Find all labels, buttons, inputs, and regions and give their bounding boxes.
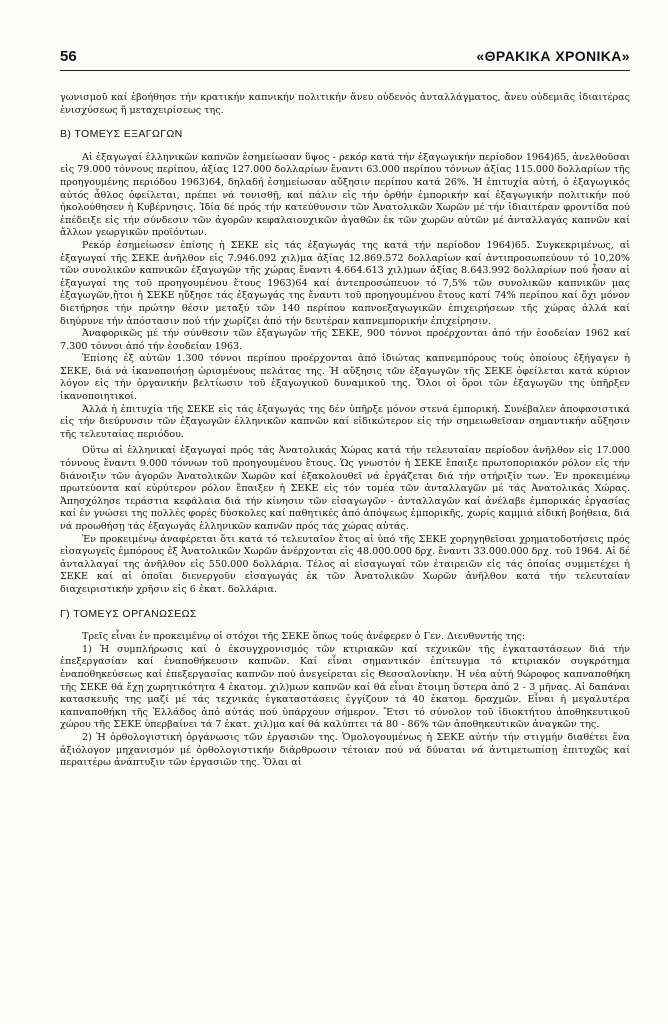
journal-title: «ΘΡΑΚΙΚΑ ΧΡΟΝΙΚΑ» <box>476 48 630 64</box>
page-number: 56 <box>60 48 77 65</box>
article-body <box>60 92 630 770</box>
paragraph: Οὕτω αἱ ἑλληνικαί ἐξαγωγαί πρός τάς Ἀνατολικάς Χώρας κατά τήν τελευταίαν περίοδον ἀνῆλθον εἰς 17.000 τόννους ἔναντι 9.000 τόννων τοῦ προηγουμένου ἔτους. Ὡς γνωστόν ἡ ΣΕΚΕ ἔπαιξε πρωτοποριακόν ρόλον εἰς τήν διάνοιξιν τῶν ἀγορῶν Ἀνατολικῶν Χωρῶν καί ἐξακολουθεῖ νά ἐργάζεται διά τήν στήριξίν των. Ἐν προκειμένῳ πρωτεύοντα καί εὐρύτερον ρόλον ἔπαιξεν ἡ ΣΕΚΕ εἰς τόν τομέα τῶν ἀνταλλαγῶν μέ τάς Ἀνατολικάς Χώρας. Ἀπησχόλησε τεράστια κεφάλαια διά τήν κίνησιν τῶν εἰσαγωγῶν - ἀνταλλαγῶν καί ἀνέλαβε ἐμπορικάς ἐργασίας καί ἐν γνώσει της πολλές φορές δύσκολες καί παθητικές ἀπό ἀπόψεως ἐμπορικῆς, χωρίς καμμιά εἰδική βοήθεια, διά νά προωθήσῃ τάς ἐξαγωγάς ἑλληνικῶν καπνῶν πρός τάς χώρας αὐτάς. <box>60 445 630 532</box>
paragraph: Ρεκόρ ἐσημείωσεν ἐπίσης ἡ ΣΕΚΕ εἰς τάς ἐξαγωγάς της κατά τήν περίοδον 1964)65. Συγκεκριμένως, αἱ ἐξαγωγαί τῆς ΣΕΚΕ ἀνῆλθον εἰς 7.946.092 χιλ)μα ἀξίας 12.869.572 δολλαρίων καί ἀντιπροσωπεύουν τό 10,20% τῶν συνολικῶν καπνικῶν ἐξαγωγῶν τῆς χώρας ἔναντι 4.664.613 χιλ)μων ἀξίας 8.643.992 δολλαρίων πού ἦσαν αἱ ἐξαγωγαί της τοῦ προηγουμένου ἔτους 1963)64 καί ἀντεπροσώπευον τό 7,5% τῶν συνολικῶν καπνικῶν μας ἐξαγωγῶν,ἤτοι ἡ ΣΕΚΕ ηὔξησε τάς ἐξαγωγάς της ἔναντι τοῦ προηγουμένου ἔτους κατί 74% περίπου καί ὄχι μόνον διετήρησε τήν πρώτην θέσιν μεταξύ τῶν 140 περίπου καπνοεξαγωγικῶν ἐπιχειρήσεων τῆς χώρας ἀλλά καί διηύρυνε τήν ἀπόστασιν πού τήν χωρίζει ἀπό τήν δευτέραν καπνεμπορικήν ἐπιχείρησιν. <box>60 239 630 327</box>
paragraph: 1) Ἡ συμπλήρωσις καί ὁ ἐκσυγχρονισμός τῶν κτιριακῶν καί τεχνικῶν τῆς ἐγκαταστάσεων διά τήν ἐπεξεργασίαν καί ἐναποθήκευσιν καπνῶν. Καί εἶναι σημαντικόν ἐπίτευγμα τό κτιριακόν συγκρότημα ἐναποθηκεύσεως καί ἐπεξεργασίας καπνῶν πού ἀνεγείρεται εἰς Θεσσαλονίκην. Ἡ νέα αὐτή 9ώροφος καπναποθήκη τῆς ΣΕΚΕ θά ἔχῃ χωρητικότητα 4 ἑκατομ. χιλ)μων καπνῶν καί θά εἶναι ἕτοιμη ὕστερα ἀπό 2 - 3 μῆνας. Αἱ δαπάναι κατασκευῆς της μαζί μέ τάς τεχνικάς ἐγκαταστάσεις ἐγγίζουν τά 40 ἑκατομ. δραχμῶν. Εἶναι ἡ μεγαλυτέρα καπναποθήκη τῆς Ἑλλάδος ἀπό αὐτάς πού ὑπάρχουν σήμερον. Ἔτσι τό σύνολον τοῦ ἰδιοκτήτου ἀποθηκευτικοῦ χώρου τῆς ΣΕΚΕ ὑπερβαίνει τά 7 ἑκατ. χιλ)μα καί θά καλύπτει τά 80 - 86% τῶν ἀποθηκευτικῶν ἀναγκῶν της. <box>60 643 630 731</box>
section-heading-exports: Β) ΤΟΜΕΥΣ ΕΞΑΓΩΓΩΝ <box>60 128 183 141</box>
paragraph: Ἀναφορικῶς μέ τήν σύνθεσιν τῶν ἐξαγωγῶν τῆς ΣΕΚΕ, 900 τόννοι προέρχονται ἀπό τήν ἐσοδείαν 1962 καί 7.300 τόννοι ἀπό τήν ἐσοδείαν 1963. <box>60 328 630 352</box>
paragraph: 2) Ἡ ὀρθολογιστική ὀργάνωσις τῶν ἐργασιῶν της. Ὁμολογουμένως ἡ ΣΕΚΕ αὐτήν τήν στιγμήν διαθέτει ἕνα ἀξιόλογον μηχανισμόν μέ ὀρθολογιστικήν διάρθρωσιν τέτοιαν πού νά δύναται νά ἀντιμετωπίσῃ ἐπιτυχῶς καί περαιτέρω ἀνάπτυξιν τῶν ἐργασιῶν της. Ὅλαι αἱ <box>60 731 630 769</box>
paragraph: Τρεῖς εἶναι ἐν προκειμένῳ οἱ στόχοι τῆς ΣΕΚΕ ὅπως τούς ἀνέφερεν ὁ Γεν. Διευθυντής της: <box>82 631 526 643</box>
intro-paragraph: γωνισμοῦ καί ἐβοήθησε τήν κρατικήν καπνικήν πολιτικήν ἄνευ οὐδενός ἀνταλλάγματος, ἄνευ οὐδεμιᾶς ἰδιαιτέρας ἐνισχύσεως ἤ μεταχειρίσεως της. <box>60 92 630 116</box>
paragraph: Ἐν προκειμένῳ ἀναφέρεται ὅτι κατά τό τελευταῖον ἔτος αἱ ὑπό τῆς ΣΕΚΕ χορηγηθεῖσαι χρηματοδοτήσεις πρός εἰσαγωγεῖς ἐμπόρους ἐξ Ἀνατολικῶν Χωρῶν ἀνέρχονται εἰς 48.000.000 δρχ. ἔναντι 33.000.000 δρχ. τοῦ 1964. Αἱ δέ ἀνταλλαγαί της ἀνῆλθον εἰς 550.000 δολλάρια. Τέλος αἱ εἰσαγωγαί τῶν ἑταιρειῶν εἰς τάς ὁποίας συμμετέχει ἡ ΣΕΚΕ καί αἱ ὁποῖαι διενεργοῦν εἰσαγωγάς ἐκ τῶν Ἀνατολικῶν Χωρῶν ἀνῆλθον κατά τήν τελευταίαν διαχειριστικήν χρῆσιν εἰς 6 ἑκατ. δολλάρια. <box>60 533 630 595</box>
paragraph: Ἀλλά ἡ ἐπιτυχία τῆς ΣΕΚΕ εἰς τάς ἐξαγωγάς της δέν ὑπῆρξε μόνον στενά ἐμπορική. Συνέβαλεν ἀποφασιστικά εἰς τήν διεύρυνσιν τῶν ἐξαγωγῶν ἑλληνικῶν καπνῶν καί εἰδικώτερον εἰς τήν σημειωθεῖσαν σημαντικήν αὔξησιν τῆς τελευταίας περιόδου. <box>60 403 630 440</box>
paragraph: Αἱ ἐξαγωγαί ἑλληνικῶν καπνῶν ἐσημείωσαν ὕψος - ρεκόρ κατά τήν ἐξαγωγικήν περίοδον 1964)65, ἀνελθοῦσαι εἰς 79.000 τόννους περίπου, ἀξίας 127.000 δολλαρίων ἔναντι 63.000 περίπου τόννων ἀξίας 115.000 δολλαρίων τῆς προηγουμένης περιόδου 1963)64, δηλαδή ἐσημείωσαν αὔξησιν περίπου κατά 26%. Ἡ ἐπιτυχία αὐτή, ὁ ἐξαγωγικός αὐτός ἆθλος ὀφείλεται, πρέπει νά τονισθῇ, καί πάλιν εἰς τήν ὀρθήν ἐμπορικήν καί ἐξαγωγικήν πολιτικήν πού ἠκολούθησεν ἡ Κυβέρνησις. Ἰδία δέ πρός τήν κατεύθυνσιν τῶν Ἀνατολικῶν Χωρῶν μέ τήν ἰδιαιτέραν φροντίδα πού ἐπέδειξε εἰς τήν σύνδεσιν τῶν ἀγορῶν κεφαλαιουχικῶν ἀγαθῶν ἐκ τῶν χωρῶν αὐτῶν μέ ἀνταλλαγάς καπνῶν καί ἄλλων γεωργικῶν προϊόντων. <box>60 151 630 239</box>
running-header <box>60 48 630 71</box>
paragraph: Ἐπίσης ἐξ αὐτῶν 1.300 τόννοι περίπου προέρχονται ἀπό ἰδιώτας καπνεμπόρους τούς ὁποίους ἐξήγαγεν ἡ ΣΕΚΕ, διά νά ἱκανοποιήσῃ ὡρισμένους πελάτας της. Ἡ αὔξησις τῶν ἐξαγωγῶν τῆς ΣΕΚΕ ὀφείλεται κατά κύριον λόγον εἰς τήν ὀργανικήν βελτίωσιν τοῦ ἐξαγωγικοῦ δυναμικοῦ της. Ὅλοι οἱ ὅροι τῶν ἐξαγωγῶν της ὑπῆρξεν ἱκανοποιητικοί. <box>60 353 630 403</box>
section-heading-organization: Γ) ΤΟΜΕΥΣ ΟΡΓΑΝΩΣΕΩΣ <box>60 607 197 620</box>
